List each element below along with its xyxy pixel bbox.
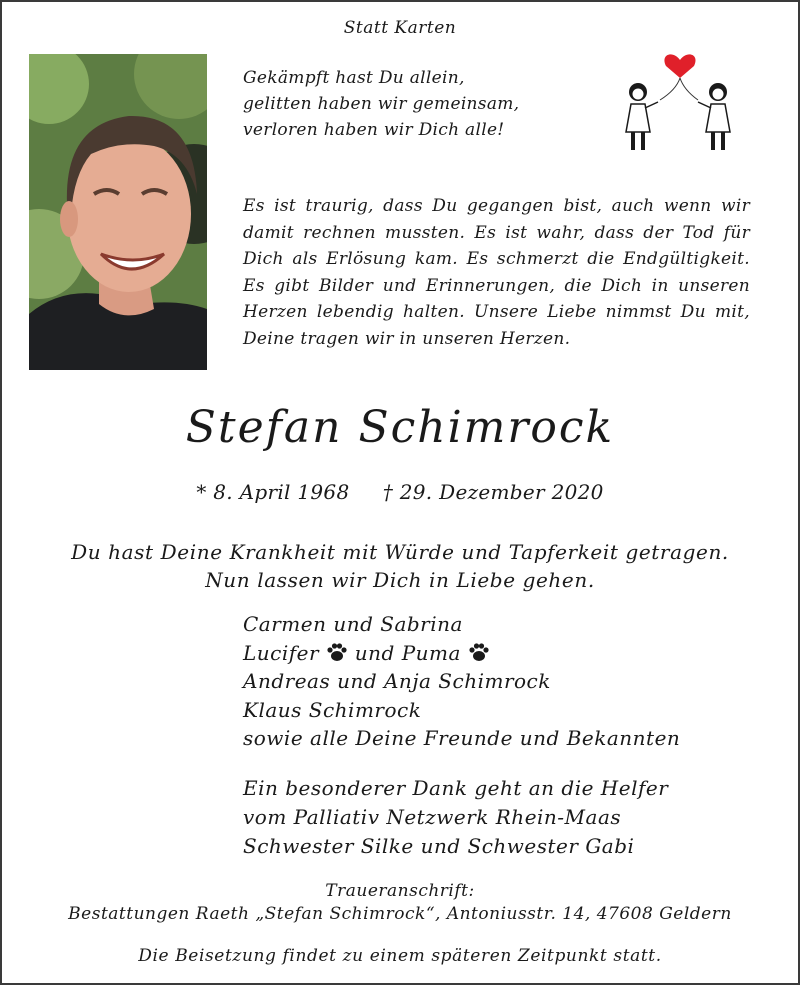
thanks-line: Schwester Silke und Schwester Gabi (243, 834, 635, 858)
mourner-line: Andreas und Anja Schimrock (243, 669, 551, 693)
thanks-line: vom Palliativ Netzwerk Rhein-Maas (243, 805, 622, 829)
address-line: Bestattungen Raeth „Stefan Schimrock“, Antoniusstr. 14, 47608 Geldern (68, 904, 732, 924)
mourners-list (243, 610, 680, 753)
mourner-line-pets (243, 639, 680, 668)
heart-balloon-icon (618, 42, 746, 158)
mourner-line: Carmen und Sabrina (243, 612, 463, 636)
poem-line: verloren haben wir Dich alle! (243, 120, 505, 140)
mourning-address (0, 880, 800, 926)
mourner-line: Klaus Schimrock (243, 697, 422, 722)
address-label: Traueranschrift: (325, 881, 475, 901)
motto (0, 538, 800, 594)
thanks-line: Ein besonderer Dank geht an die Helfer (243, 776, 669, 800)
mourner-line: sowie alle Deine Freunde und Bekannten (243, 726, 681, 750)
death-date: † 29. Dezember 2020 (382, 480, 604, 504)
poem (243, 65, 519, 143)
burial-note: Die Beisetzung findet zu einem späteren Zeitpunkt statt. (138, 946, 662, 966)
poem-line: Gekämpft hast Du allein, (243, 68, 465, 88)
thanks-section (243, 774, 668, 861)
motto-line: Nun lassen wir Dich in Liebe gehen. (205, 568, 595, 592)
birth-date: * 8. April 1968 (196, 480, 350, 504)
poem-line: gelitten haben wir gemeinsam, (243, 94, 520, 114)
paw-icon (468, 642, 490, 662)
pet-name: und Puma (354, 640, 461, 665)
memorial-text: Es ist traurig, dass Du gegangen bist, auch wenn wir damit rechnen mussten. Es ist wahr, dass der Tod für Dich als Erlösung kam. Es schmerzt die Endgültigkeit. Es gibt Bilder und Erinnerungen, die Dich in unseren Herzen lebendig halten. Unsere Liebe nimmst Du mit, Deine tragen wir in unseren Herzen. (243, 196, 750, 349)
life-dates (0, 480, 800, 504)
motto-line: Du hast Deine Krankheit mit Würde und Tapferkeit getragen. (71, 540, 729, 564)
deceased-name: Stefan Schimrock (185, 402, 615, 453)
portrait-photo (29, 54, 207, 370)
pet-name: Lucifer (243, 640, 320, 665)
header-text: Statt Karten (343, 18, 457, 38)
paw-icon (326, 642, 348, 662)
